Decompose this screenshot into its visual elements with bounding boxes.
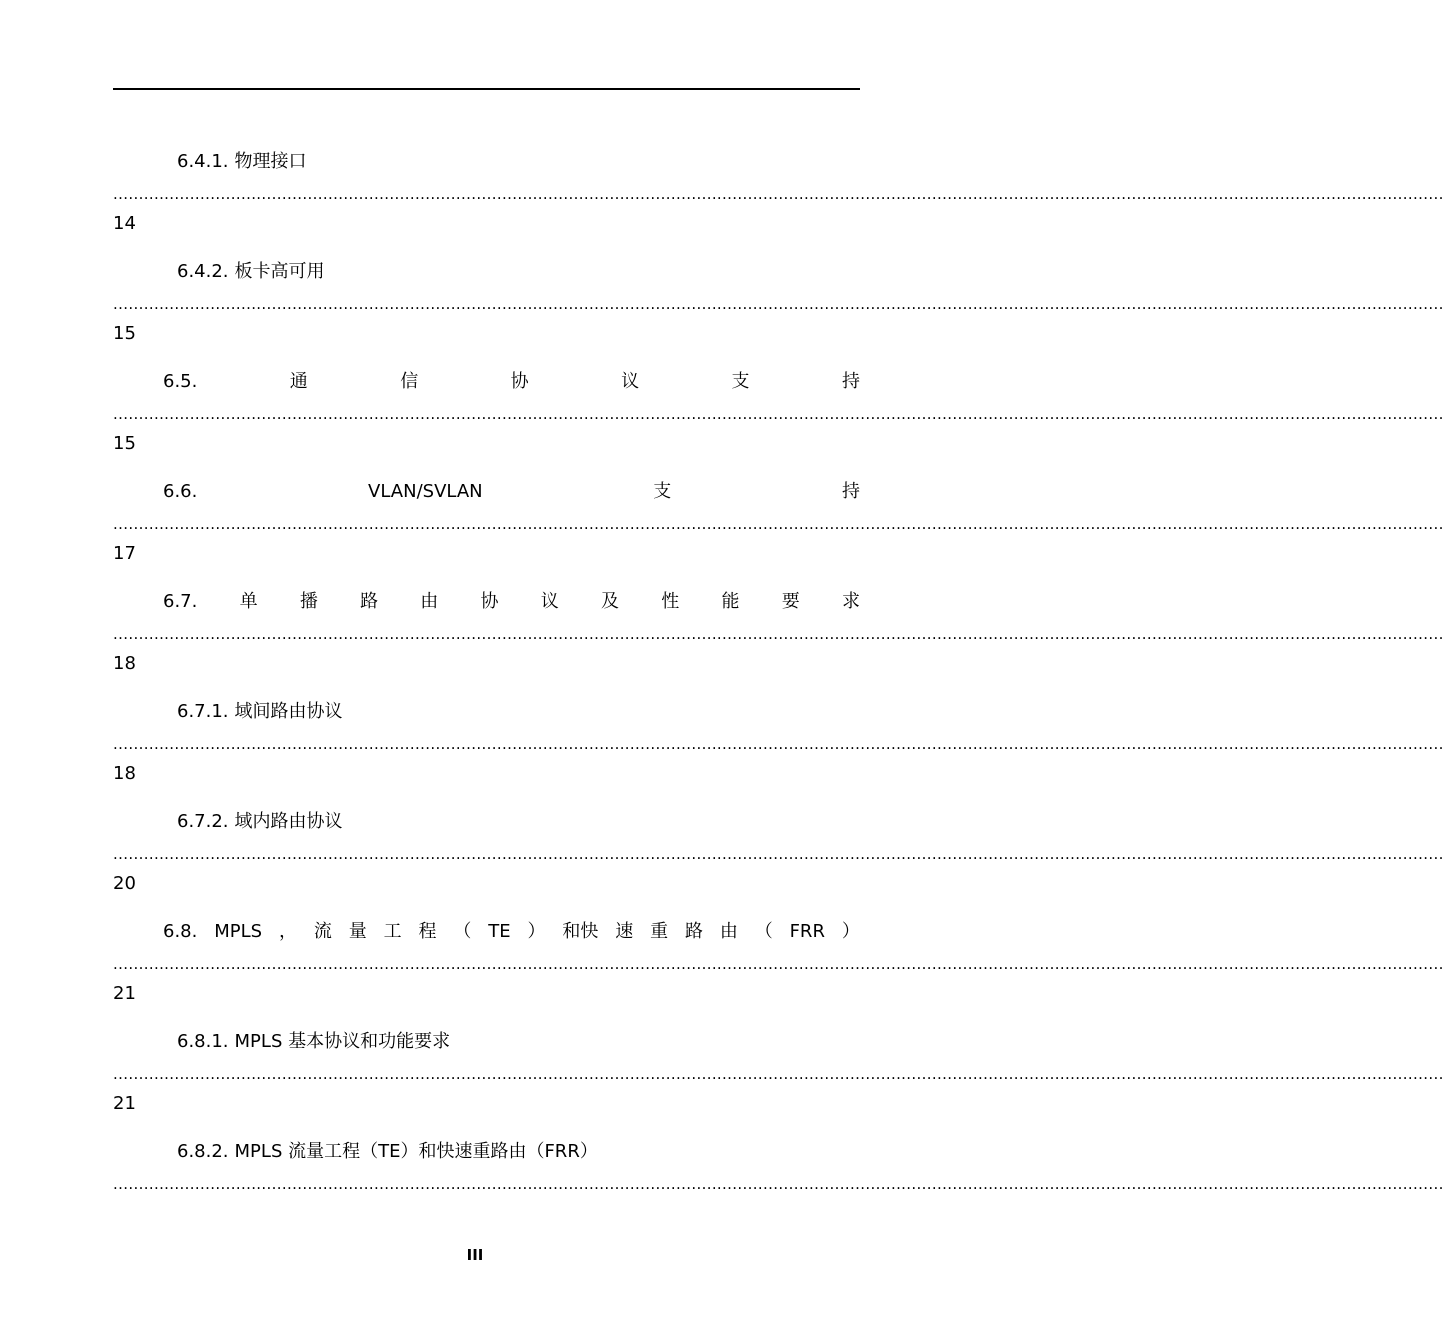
- toc-entry-title-part: （: [453, 921, 472, 942]
- toc-leader-dots: ....................................................................................................................................................................................................................................................................: [113, 1175, 1444, 1193]
- toc-entry-title-part: 路: [360, 591, 379, 612]
- toc-entry-title-part: 议: [540, 591, 559, 612]
- toc-entry-title-part: （: [754, 921, 773, 942]
- toc-entry-title-part: 协: [510, 371, 529, 392]
- toc-entry-title-part: MPLS: [214, 921, 263, 942]
- toc-entry-text: MPLS 流量工程（TE）和快速重路由（FRR）: [234, 1141, 598, 1162]
- toc-entry-title-part: 信: [400, 371, 419, 392]
- toc-entry-number: 6.7.2.: [177, 811, 229, 832]
- toc-entry-page: 17: [113, 543, 136, 564]
- toc-entry-title-part: 工: [383, 921, 402, 942]
- toc-entry-title: [177, 1028, 450, 1056]
- toc-entry-text: 域间路由协议: [234, 701, 343, 722]
- toc-entry-title-part: ）: [841, 921, 860, 942]
- toc-entry[interactable]: [0, 918, 1444, 1028]
- toc-entry-number: 6.6.: [163, 481, 198, 502]
- toc-entry[interactable]: [0, 1028, 1444, 1138]
- toc-entry-title-part: 播: [299, 591, 318, 612]
- toc-entry-title-part: 要: [781, 591, 800, 612]
- toc-entry-title-part: 求: [841, 591, 860, 612]
- toc-entry-page: 20: [113, 873, 136, 894]
- toc-entry-title-part: 流: [313, 921, 332, 942]
- toc-entry-title-part: 由: [420, 591, 439, 612]
- toc-entry-number: 6.8.: [163, 921, 198, 942]
- toc-leader-dots: ....................................................................................................................................................................................................................................................................: [113, 955, 1444, 973]
- toc-entry[interactable]: [0, 478, 1444, 588]
- toc-entry-title-part: ，: [278, 921, 297, 942]
- toc-entry-title-part: 和快: [562, 921, 599, 942]
- toc-entry-number: 6.4.1.: [177, 151, 229, 172]
- toc-entry-page: 18: [113, 763, 136, 784]
- toc-entry-text: 板卡高可用: [234, 261, 325, 282]
- toc-entry-title-part: FRR: [789, 921, 825, 942]
- toc-entry[interactable]: [0, 368, 1444, 478]
- footer-page-number: III: [466, 1246, 484, 1264]
- toc-entry-title-part: 量: [348, 921, 367, 942]
- toc-entry[interactable]: [0, 148, 1444, 258]
- toc-entry-title: [177, 808, 343, 836]
- toc-entry-text: 域内路由协议: [234, 811, 343, 832]
- toc-entry-number: 6.5.: [163, 371, 198, 392]
- toc-leader-dots: ....................................................................................................................................................................................................................................................................: [113, 295, 1444, 313]
- toc-entry-title-part: 程: [418, 921, 437, 942]
- toc-entry-title: [163, 918, 860, 946]
- toc-leader-dots: ....................................................................................................................................................................................................................................................................: [113, 185, 1444, 203]
- toc-entry-title: [163, 478, 860, 506]
- toc-entry-title-part: 重: [650, 921, 669, 942]
- toc-leader-dots: ....................................................................................................................................................................................................................................................................: [113, 845, 1444, 863]
- toc-entry-page: 21: [113, 983, 136, 1004]
- toc-entry-number: 6.8.2.: [177, 1141, 229, 1162]
- toc-leader-dots: ....................................................................................................................................................................................................................................................................: [113, 735, 1444, 753]
- toc-leader-dots: ....................................................................................................................................................................................................................................................................: [113, 625, 1444, 643]
- toc-entry-title-part: 通: [289, 371, 308, 392]
- toc-entry-page: 15: [113, 433, 136, 454]
- toc-entry-title-part: ）: [527, 921, 546, 942]
- toc-entry-title-part: 议: [621, 371, 640, 392]
- toc-entry-page: 18: [113, 653, 136, 674]
- toc-entry-text: 物理接口: [234, 151, 307, 172]
- toc-entry-title: [163, 368, 860, 396]
- toc-entry-title-part: 速: [615, 921, 634, 942]
- toc-leader-dots: ....................................................................................................................................................................................................................................................................: [113, 405, 1444, 423]
- header-rule: [113, 88, 860, 90]
- toc-entry-title-part: 协: [480, 591, 499, 612]
- toc-entry-page: 15: [113, 323, 136, 344]
- toc-entry-title: [177, 258, 325, 286]
- toc-entry-title-part: 单: [239, 591, 258, 612]
- toc-entry-title-part: 支: [653, 481, 672, 502]
- toc-entry-title-part: 能: [721, 591, 740, 612]
- toc-entry-title-part: TE: [488, 921, 511, 942]
- toc-entry-title: [177, 1138, 598, 1166]
- toc-entry-page: 21: [113, 1093, 136, 1114]
- toc-entry[interactable]: [0, 588, 1444, 698]
- toc-entry-number: 6.7.1.: [177, 701, 229, 722]
- toc-leader-dots: ....................................................................................................................................................................................................................................................................: [113, 515, 1444, 533]
- toc-entry-title-part: 路: [684, 921, 703, 942]
- toc-entry-page: 14: [113, 213, 136, 234]
- toc-entry-title-part: VLAN/SVLAN: [368, 481, 483, 502]
- toc-entry-title-part: 由: [719, 921, 738, 942]
- toc-entry-title: [177, 148, 307, 176]
- toc-entry-number: 6.4.2.: [177, 261, 229, 282]
- toc-entry-number: 6.8.1.: [177, 1031, 229, 1052]
- toc-entry-title-part: 及: [601, 591, 619, 612]
- toc-entry[interactable]: [0, 1138, 1444, 1248]
- toc-leader-dots: ....................................................................................................................................................................................................................................................................: [113, 1065, 1444, 1083]
- toc-entry[interactable]: [0, 258, 1444, 368]
- toc-entry[interactable]: [0, 808, 1444, 918]
- toc-entry-title: [163, 588, 860, 616]
- toc-entry-title-part: 支: [731, 371, 750, 392]
- toc-entry-title: [177, 698, 343, 726]
- toc-entry-title-part: 持: [841, 371, 860, 392]
- toc-entry-number: 6.7.: [163, 591, 198, 612]
- toc-entry-text: MPLS 基本协议和功能要求: [234, 1031, 451, 1052]
- toc-entry-title-part: 性: [661, 591, 680, 612]
- toc-entry[interactable]: [0, 698, 1444, 808]
- toc-entry-title-part: 持: [841, 481, 860, 502]
